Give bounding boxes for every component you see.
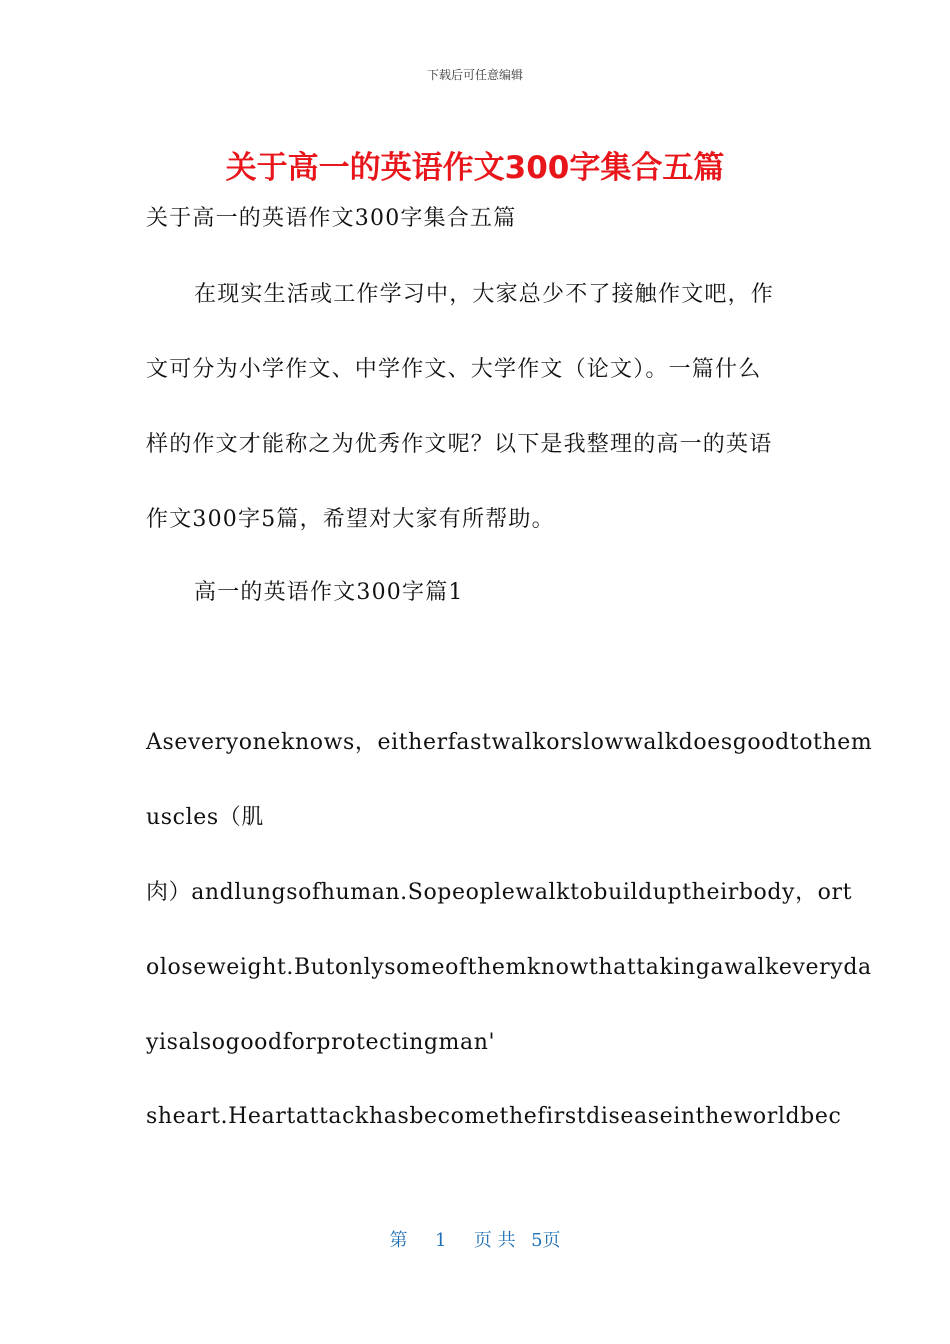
english-line: oloseweight.Butonlysomeofthemknowthattakingawalkeveryda <box>146 955 872 980</box>
english-line: sheart.Heartattackhasbecomethefirstdiseaseintheworldbec <box>146 1104 842 1129</box>
footer-page-label: 第 <box>389 1230 408 1251</box>
paragraph-line: 作文300字5篇，希望对大家有所帮助。 <box>146 507 555 532</box>
english-line: yisalsogoodforprotectingman' <box>146 1030 496 1055</box>
section-heading: 高一的英语作文300字篇1 <box>194 580 464 605</box>
paragraph-line: 文可分为小学作文、中学作文、大学作文（论文）。一篇什么 <box>146 357 762 382</box>
english-line: uscles（肌 <box>146 805 264 830</box>
english-line: Aseveryoneknows，eitherfastwalkorslowwalkdoesgoodtothem <box>146 730 873 755</box>
page-footer <box>0 1226 950 1252</box>
footer-total-pages: 5页 <box>531 1230 561 1251</box>
document-title: 关于高一的英语作文300字集合五篇 <box>225 150 725 186</box>
subtitle-line: 关于高一的英语作文300字集合五篇 <box>146 206 517 231</box>
paragraph-line: 在现实生活或工作学习中，大家总少不了接触作文吧，作 <box>194 282 775 307</box>
footer-current-page: 1 <box>434 1230 447 1251</box>
english-line: 肉）andlungsofhuman.Sopeoplewalktobuilduptheirbody，ort <box>146 880 853 905</box>
footer-of-label: 页 共 <box>473 1230 516 1251</box>
header-note: 下载后可任意编辑 <box>426 68 523 82</box>
paragraph-line: 样的作文才能称之为优秀作文呢？以下是我整理的高一的英语 <box>146 432 773 457</box>
